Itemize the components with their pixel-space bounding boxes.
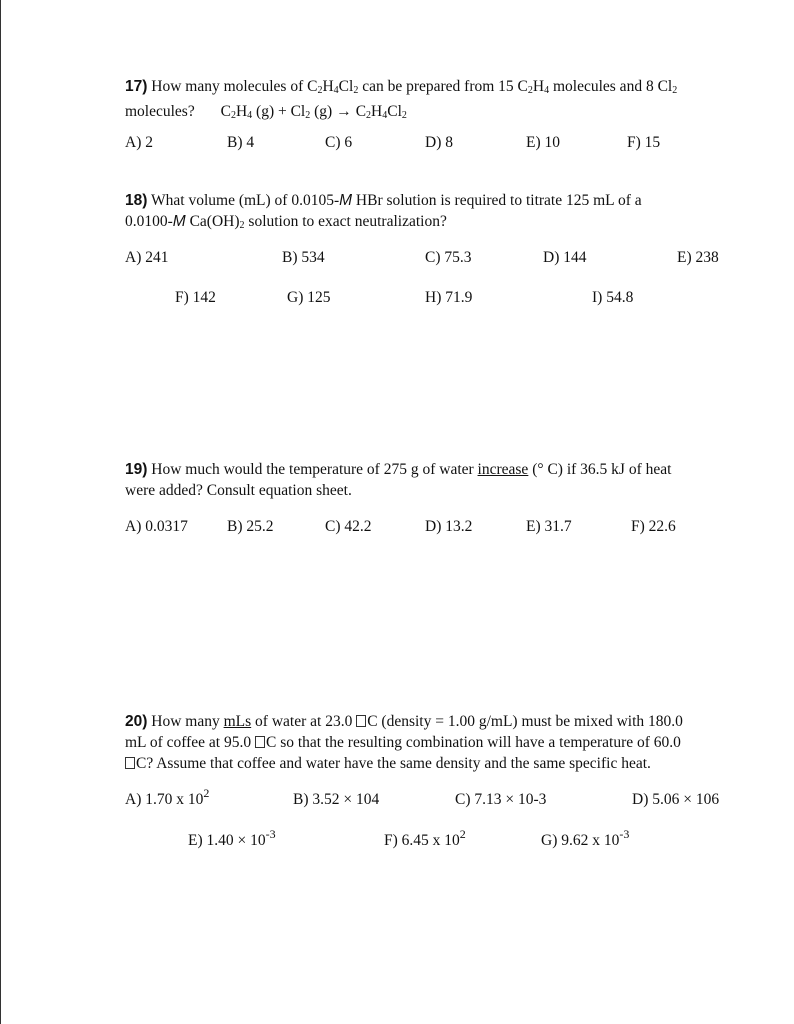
answer-option-e[interactable]: E) 10 bbox=[526, 134, 561, 151]
arrow-icon: → bbox=[336, 103, 352, 120]
subscript: 2 bbox=[317, 85, 323, 96]
question-number: 20) bbox=[125, 713, 148, 730]
question-text: 0.0100- bbox=[125, 213, 173, 230]
molarity-symbol: M bbox=[172, 213, 186, 230]
answer-option-e[interactable] bbox=[188, 827, 276, 850]
answer-option-a[interactable]: A) 0.0317 bbox=[125, 518, 188, 535]
exponent: -3 bbox=[619, 827, 630, 841]
subscript: 2 bbox=[527, 85, 533, 96]
question-17 bbox=[125, 76, 725, 126]
answer-option-e[interactable]: E) 238 bbox=[677, 249, 719, 266]
subscript: 2 bbox=[230, 110, 236, 121]
answer-option-b[interactable]: B) 4 bbox=[227, 134, 255, 151]
subscript: 4 bbox=[333, 85, 339, 96]
underlined-text: increase bbox=[477, 461, 529, 478]
answer-option-h[interactable]: H) 71.9 bbox=[425, 289, 473, 306]
molarity-symbol: M bbox=[339, 192, 353, 209]
question-text: H bbox=[532, 78, 545, 95]
answer-option-d[interactable]: D) 5.06 × 106 bbox=[632, 791, 720, 808]
question-text: How many molecules of C bbox=[151, 78, 318, 95]
question-text: C? Assume that coffee and water have the same density and the same specific heat. bbox=[136, 755, 651, 772]
answer-option-a[interactable]: A) 241 bbox=[125, 249, 169, 266]
subscript: 2 bbox=[239, 220, 245, 231]
answer-option-b[interactable]: B) 25.2 bbox=[227, 518, 274, 535]
question-text: How much would the temperature of 275 g of water bbox=[151, 461, 478, 478]
eq-text: C bbox=[220, 103, 231, 120]
exponent: -3 bbox=[265, 827, 276, 841]
answer-option-b[interactable]: B) 3.52 × 104 bbox=[293, 791, 380, 808]
answer-option-d[interactable]: D) 8 bbox=[425, 134, 453, 151]
question-text: solution to exact neutralization? bbox=[244, 213, 447, 230]
question-text: Cl bbox=[338, 78, 354, 95]
option-text: G) 9.62 x 10 bbox=[541, 832, 620, 849]
subscript: 4 bbox=[247, 110, 253, 121]
answer-option-g[interactable]: G) 125 bbox=[287, 289, 331, 306]
answer-option-a[interactable]: A) 2 bbox=[125, 134, 153, 151]
question-text: C (density = 1.00 g/mL) must be mixed with 180.0 bbox=[367, 713, 683, 730]
eq-text: H bbox=[371, 103, 383, 120]
question-text: were added? Consult equation sheet. bbox=[125, 482, 352, 499]
question-text: How many bbox=[151, 713, 224, 730]
question-text: What volume (mL) of 0.0105- bbox=[151, 192, 340, 209]
answer-option-c[interactable]: C) 6 bbox=[325, 134, 353, 151]
subscript: 4 bbox=[544, 85, 550, 96]
question-text: Ca(OH) bbox=[185, 213, 240, 230]
page-left-edge bbox=[0, 0, 1, 1024]
question-number: 17) bbox=[125, 78, 148, 95]
answer-option-b[interactable]: B) 534 bbox=[282, 249, 325, 266]
answer-option-f[interactable]: F) 22.6 bbox=[631, 518, 676, 535]
question-19 bbox=[125, 459, 725, 501]
exponent: 2 bbox=[459, 827, 466, 841]
option-text: A) 1.70 x 10 bbox=[125, 791, 204, 808]
option-text: F) 6.45 x 10 bbox=[384, 832, 460, 849]
question-text: can be prepared from 15 C bbox=[358, 78, 528, 95]
subscript: 2 bbox=[305, 110, 311, 121]
question-18 bbox=[125, 190, 725, 236]
answer-option-c[interactable]: C) 42.2 bbox=[325, 518, 372, 535]
eq-text: Cl bbox=[387, 103, 402, 120]
question-20 bbox=[125, 711, 725, 774]
question-text: molecules and 8 Cl bbox=[549, 78, 673, 95]
question-number: 19) bbox=[125, 461, 148, 478]
eq-text: H bbox=[235, 103, 248, 120]
answer-option-e[interactable]: E) 31.7 bbox=[526, 518, 572, 535]
question-text: (° C) if 36.5 kJ of heat bbox=[528, 461, 672, 478]
answer-option-a[interactable] bbox=[125, 786, 210, 809]
subscript: 2 bbox=[353, 85, 359, 96]
answer-option-c[interactable]: C) 7.13 × 10-3 bbox=[455, 791, 547, 808]
reaction-equation bbox=[221, 101, 407, 126]
answer-option-f[interactable]: F) 15 bbox=[627, 134, 661, 151]
missing-glyph-icon bbox=[356, 715, 366, 727]
question-text: HBr solution is required to titrate 125 mL of a bbox=[352, 192, 642, 209]
question-text: mL of coffee at 95.0 bbox=[125, 734, 255, 751]
subscript: 2 bbox=[366, 110, 372, 121]
subscript: 2 bbox=[672, 85, 678, 96]
answer-option-d[interactable]: D) 13.2 bbox=[425, 518, 473, 535]
eq-text: (g) + Cl bbox=[252, 103, 306, 120]
answer-option-f[interactable]: F) 142 bbox=[175, 289, 216, 306]
subscript: 4 bbox=[382, 110, 388, 121]
answer-option-f[interactable] bbox=[384, 827, 466, 850]
question-text: H bbox=[322, 78, 334, 95]
question-text: of water at 23.0 bbox=[251, 713, 357, 730]
eq-text: (g) bbox=[310, 103, 333, 120]
missing-glyph-icon bbox=[125, 757, 135, 769]
subscript: 2 bbox=[401, 110, 407, 121]
question-text: molecules? bbox=[125, 103, 195, 120]
missing-glyph-icon bbox=[255, 736, 265, 748]
question-number: 18) bbox=[125, 192, 148, 209]
underlined-text: mLs bbox=[223, 713, 252, 730]
answer-option-g[interactable] bbox=[541, 827, 630, 850]
answer-option-c[interactable]: C) 75.3 bbox=[425, 249, 472, 266]
question-text: C so that the resulting combination will have a temperature of 60.0 bbox=[265, 734, 681, 751]
answer-option-d[interactable]: D) 144 bbox=[543, 249, 587, 266]
eq-text: C bbox=[355, 103, 367, 120]
exponent: 2 bbox=[203, 786, 210, 800]
option-text: E) 1.40 × 10 bbox=[188, 832, 266, 849]
answer-option-i[interactable]: I) 54.8 bbox=[592, 289, 634, 306]
